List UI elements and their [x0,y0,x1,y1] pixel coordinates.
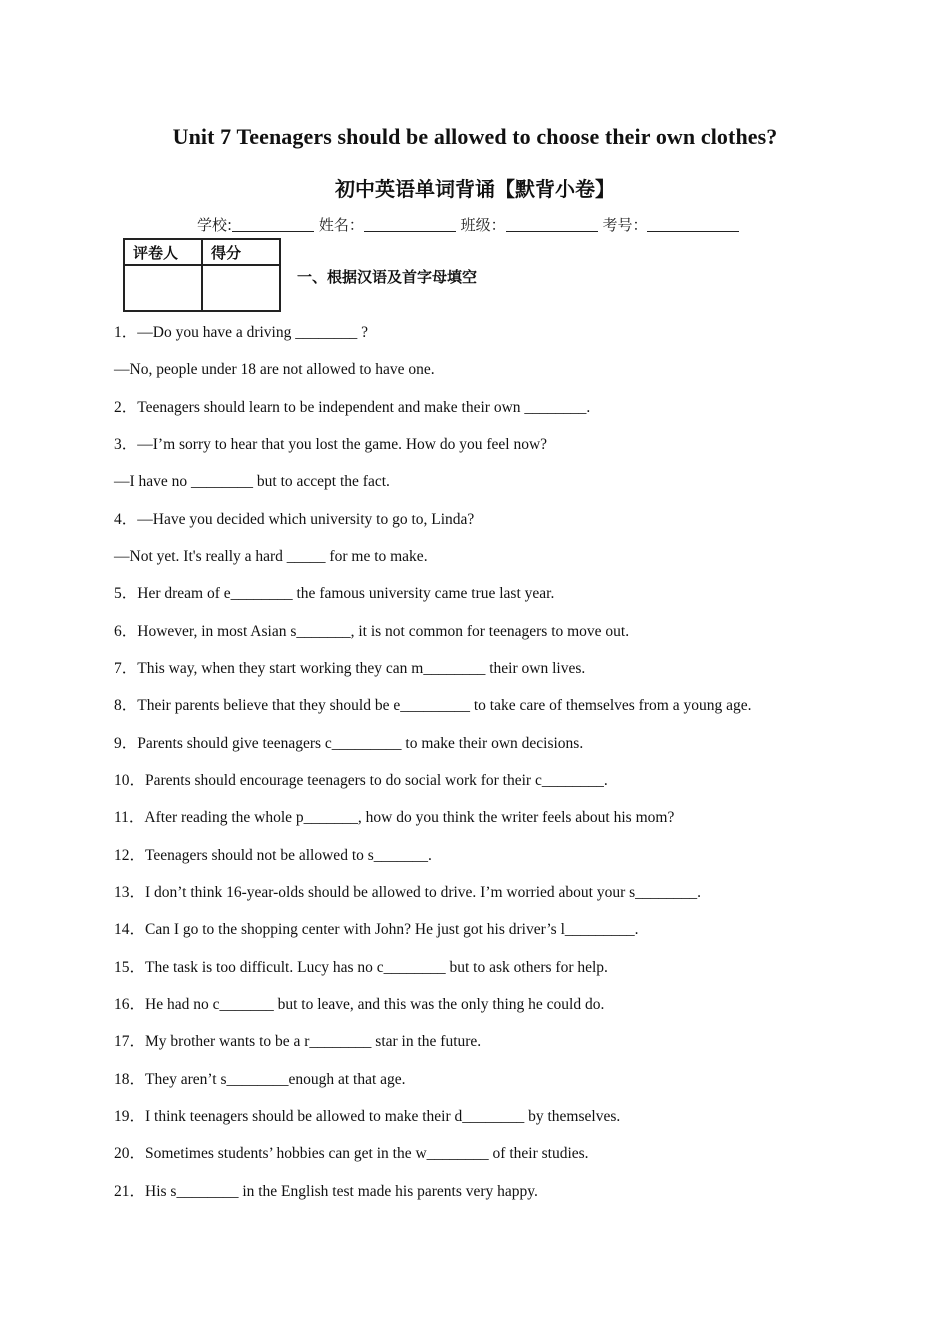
page-title: Unit 7 Teenagers should be allowed to choose their own clothes? [172,124,778,149]
score-cell [202,265,280,311]
exam-no-label: 考号： [602,216,648,234]
question-line: 20．Sometimes students’ hobbies can get in the w________ of their studies. [114,1145,589,1163]
question-line: 7．This way, when they start working they can m________ their own lives. [114,659,586,677]
question-line: 17．My brother wants to be a r________ star in the future. [114,1033,482,1051]
question-line: 6．However, in most Asian s_______, it is not common for teenagers to move out. [114,622,630,640]
name-blank [364,217,456,232]
class-blank [506,217,598,232]
section-title: 一、根据汉语及首字母填空 [297,268,478,286]
question-line: 8．Their parents believe that they should be e_________ to take care of themselves from a young age. [114,697,752,715]
grader-header: 评卷人 [124,239,202,265]
score-table [123,238,281,312]
student-info-row [197,214,739,235]
question-line: 21．His s________ in the English test made his parents very happy. [114,1182,538,1200]
question-line: 3．—I’m sorry to hear that you lost the game. How do you feel now? [114,435,548,453]
question-line: 16．He had no c_______ but to leave, and this was the only thing he could do. [114,995,605,1013]
class-label: 班级： [460,216,506,234]
question-line: 19．I think teenagers should be allowed to make their d________ by themselves. [114,1107,621,1125]
question-line: 10．Parents should encourage teenagers to do social work for their c________. [114,771,608,789]
school-blank [232,217,314,232]
question-line: 13．I don’t think 16-year-olds should be allowed to drive. I’m worried about your s________. [114,883,702,901]
question-line: —I have no ________ but to accept the fact. [114,473,390,491]
question-line: —No, people under 18 are not allowed to have one. [114,361,435,379]
question-line: 9．Parents should give teenagers c_________ to make their own decisions. [114,734,584,752]
question-line: 14．Can I go to the shopping center with John? He just got his driver’s l_________. [114,921,639,939]
page-subtitle: 初中英语单词背诵【默背小卷】 [335,177,615,201]
question-line: 4．—Have you decided which university to go to, Linda? [114,510,475,528]
question-line: 2．Teenagers should learn to be independent and make their own ________. [114,398,591,416]
question-list [114,322,834,1218]
school-label: 学校: [197,216,233,234]
question-line: 15．The task is too difficult. Lucy has no c________ but to ask others for help. [114,958,608,976]
question-line: 12．Teenagers should not be allowed to s_______. [114,846,432,864]
question-line: 5．Her dream of e________ the famous university came true last year. [114,585,555,603]
question-line: 18．They aren’t s________enough at that age. [114,1070,406,1088]
question-line: 11．After reading the whole p_______, how do you think the writer feels about his mom? [114,809,675,827]
name-label: 姓名： [318,216,364,234]
grader-cell [124,265,202,311]
question-line: 1．—Do you have a driving ________ ? [114,324,368,341]
question-line: —Not yet. It's really a hard _____ for me to make. [114,547,428,565]
score-header: 得分 [202,239,280,265]
exam-no-blank [647,217,739,232]
